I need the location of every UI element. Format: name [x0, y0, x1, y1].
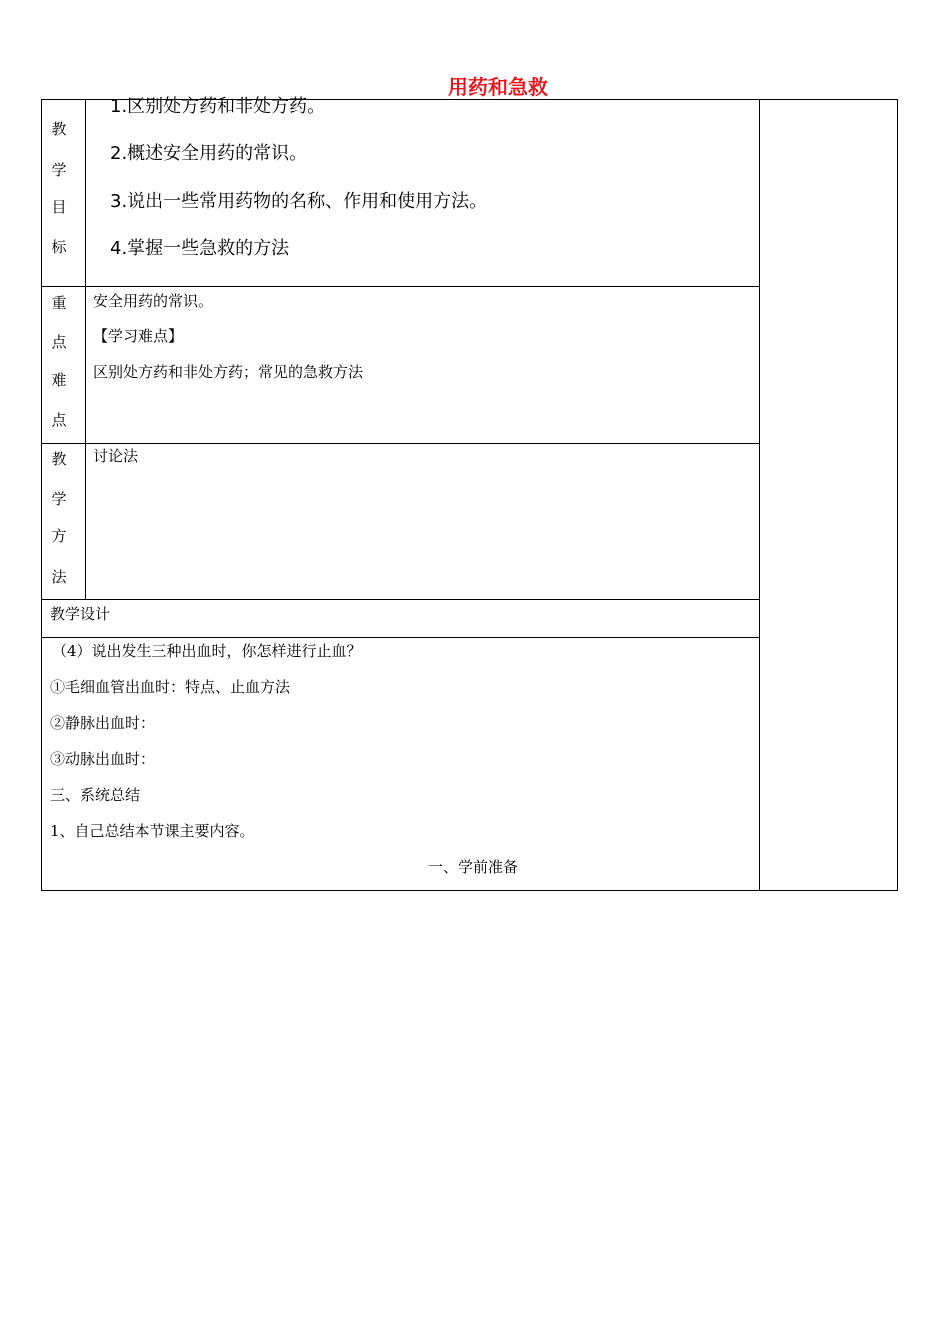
design-centered-line: 一、学前准备	[428, 858, 519, 876]
table-bottom-border	[41, 890, 898, 891]
goal-item: 2.概述安全用药的常识。	[110, 143, 308, 164]
design-line: 三、系统总结	[50, 786, 141, 804]
row-divider-key-points	[41, 443, 760, 444]
goal-item: 1.区别处方药和非处方药。	[110, 96, 326, 117]
row-divider-goals	[41, 286, 760, 287]
methods-label-char: 法	[51, 568, 67, 586]
key-points-label-char: 点	[51, 333, 67, 351]
design-line: ①毛细血管出血时：特点、止血方法	[50, 678, 291, 696]
goals-label-char: 教	[51, 120, 67, 138]
difficulty-text: 区别处方药和非处方药；常见的急救方法	[93, 363, 364, 381]
design-line: ③动脉出血时：	[50, 750, 156, 768]
goal-item: 3.说出一些常用药物的名称、作用和使用方法。	[110, 191, 488, 212]
key-points-label-char: 重	[51, 294, 67, 312]
goals-label-char: 标	[51, 238, 67, 256]
side-column-divider	[759, 99, 760, 891]
goals-label-char: 学	[51, 161, 67, 179]
design-line: ②静脉出血时：	[50, 714, 156, 732]
table-right-border	[897, 99, 898, 891]
document-title: 用药和急救	[448, 75, 548, 99]
goals-label-char: 目	[51, 198, 67, 216]
methods-label-char: 学	[51, 490, 67, 508]
goal-item: 4.掌握一些急救的方法	[110, 238, 290, 259]
difficulty-heading: 【学习难点】	[93, 327, 184, 345]
row-divider-design-heading	[41, 637, 760, 638]
methods-label-char: 教	[51, 450, 67, 468]
label-column-divider	[85, 99, 86, 600]
methods-label-char: 方	[51, 527, 67, 545]
design-line: 1、自己总结本节课主要内容。	[50, 822, 255, 840]
key-points-label-char: 难	[51, 371, 67, 389]
row-divider-methods	[41, 599, 760, 600]
key-point-text: 安全用药的常识。	[93, 292, 214, 310]
design-line: （4）说出发生三种出血时，你怎样进行止血？	[52, 642, 362, 660]
key-points-label-char: 点	[51, 411, 67, 429]
design-heading: 教学设计	[50, 605, 111, 623]
methods-text: 讨论法	[93, 447, 139, 465]
